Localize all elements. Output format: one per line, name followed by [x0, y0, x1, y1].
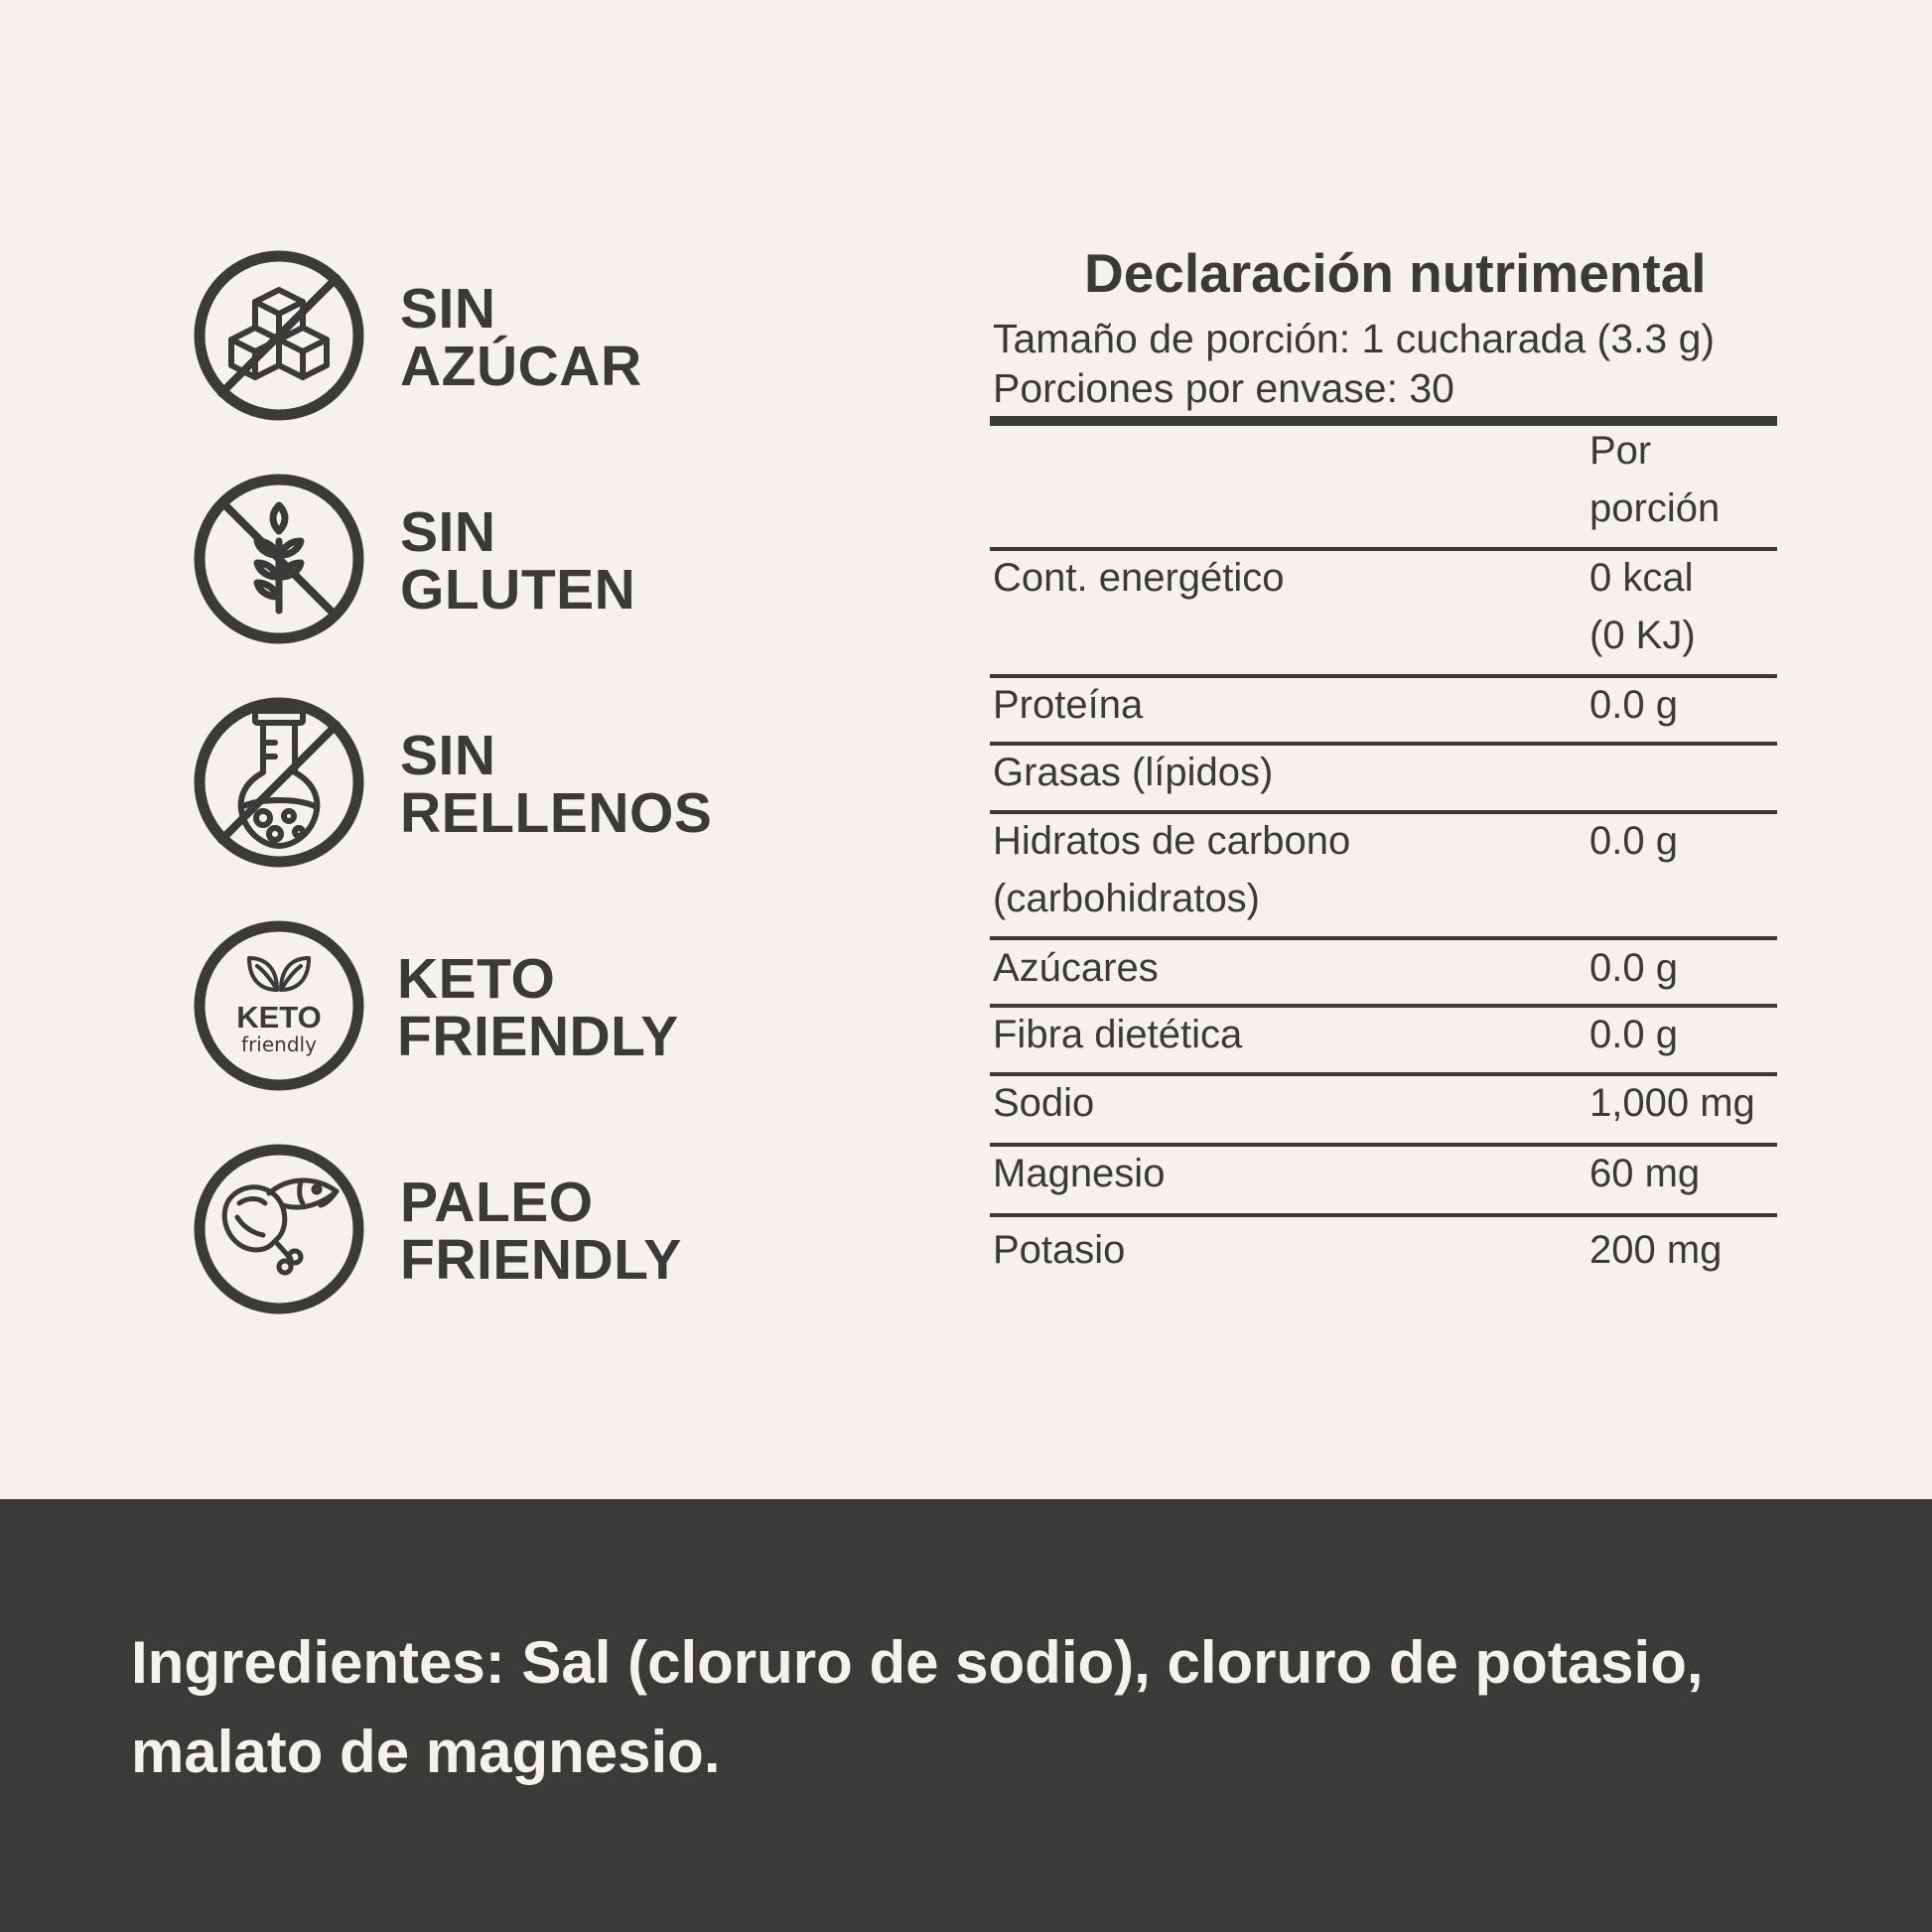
- claim-line1: PALEO: [400, 1171, 594, 1234]
- keto-badge-word2: friendly: [241, 1033, 317, 1056]
- nutrient-value: 0.0 g: [1589, 819, 1678, 863]
- nutrient-value-secondary: (0 KJ): [1589, 614, 1696, 657]
- table-rule: [990, 1213, 1777, 1217]
- claim-line2: FRIENDLY: [400, 1228, 682, 1292]
- nutrient-value: 0.0 g: [1589, 946, 1678, 990]
- nutrition-title: Declaración nutrimental: [1084, 242, 1707, 304]
- nutrient-value: 0.0 g: [1589, 1013, 1678, 1056]
- claim-line1: SIN: [400, 277, 496, 341]
- nutrient-name: Azúcares: [993, 946, 1159, 990]
- claim-sin-azucar: [192, 248, 748, 427]
- claim-keto-friendly: [192, 918, 748, 1097]
- no-gluten-wheat-icon: [192, 472, 366, 646]
- column-header-line1: Por: [1589, 429, 1652, 473]
- nutrient-name: Fibra dietética: [993, 1013, 1243, 1056]
- no-fillers-flask-icon: [192, 695, 366, 870]
- claim-sin-rellenos: [192, 695, 748, 874]
- claim-paleo-friendly: [192, 1142, 748, 1320]
- nutrient-name: Sodio: [993, 1081, 1095, 1125]
- claim-line1: KETO: [397, 947, 556, 1011]
- claim-line2: RELLENOS: [400, 781, 713, 845]
- no-sugar-cubes-icon: [192, 248, 366, 423]
- nutrient-name: Grasas (lípidos): [993, 751, 1274, 794]
- claim-sin-gluten: [192, 472, 748, 650]
- paleo-meat-fish-icon: [192, 1142, 366, 1316]
- nutrient-name: Potasio: [993, 1228, 1126, 1272]
- nutrient-name: Proteína: [993, 683, 1144, 727]
- servings-per-container: Porciones por envase: 30: [993, 365, 1454, 411]
- nutrient-name: Cont. energético: [993, 556, 1285, 600]
- claim-line2: GLUTEN: [400, 558, 636, 621]
- ingredients-line1: Ingredientes: Sal (cloruro de sodio), cloruro de potasio,: [131, 1629, 1704, 1696]
- column-header-line2: porción: [1589, 486, 1721, 530]
- nutrient-name: Magnesio: [993, 1152, 1166, 1195]
- table-thick-rule: [990, 416, 1777, 426]
- nutrient-name-secondary: (carbohidratos): [993, 877, 1261, 920]
- claim-line1: SIN: [400, 724, 496, 787]
- claim-line2: AZÚCAR: [400, 335, 642, 398]
- nutrient-value: 0 kcal: [1589, 556, 1694, 600]
- ingredients-text: [131, 1618, 1839, 1797]
- nutrient-value: 200 mg: [1589, 1228, 1723, 1272]
- ingredients-band: [0, 1499, 1932, 1932]
- claim-line1: SIN: [400, 500, 496, 564]
- nutrient-value: 1,000 mg: [1589, 1081, 1755, 1125]
- keto-leaf-icon: [192, 918, 366, 1093]
- serving-size: Tamaño de porción: 1 cucharada (3.3 g): [993, 316, 1716, 361]
- nutrient-value: 60 mg: [1589, 1152, 1701, 1195]
- claim-line2: FRIENDLY: [397, 1005, 679, 1068]
- ingredients-line2: malato de magnesio.: [131, 1719, 721, 1785]
- keto-badge-word1: KETO: [236, 1000, 322, 1035]
- nutrient-name: Hidratos de carbono: [993, 819, 1351, 863]
- nutrient-value: 0.0 g: [1589, 683, 1678, 727]
